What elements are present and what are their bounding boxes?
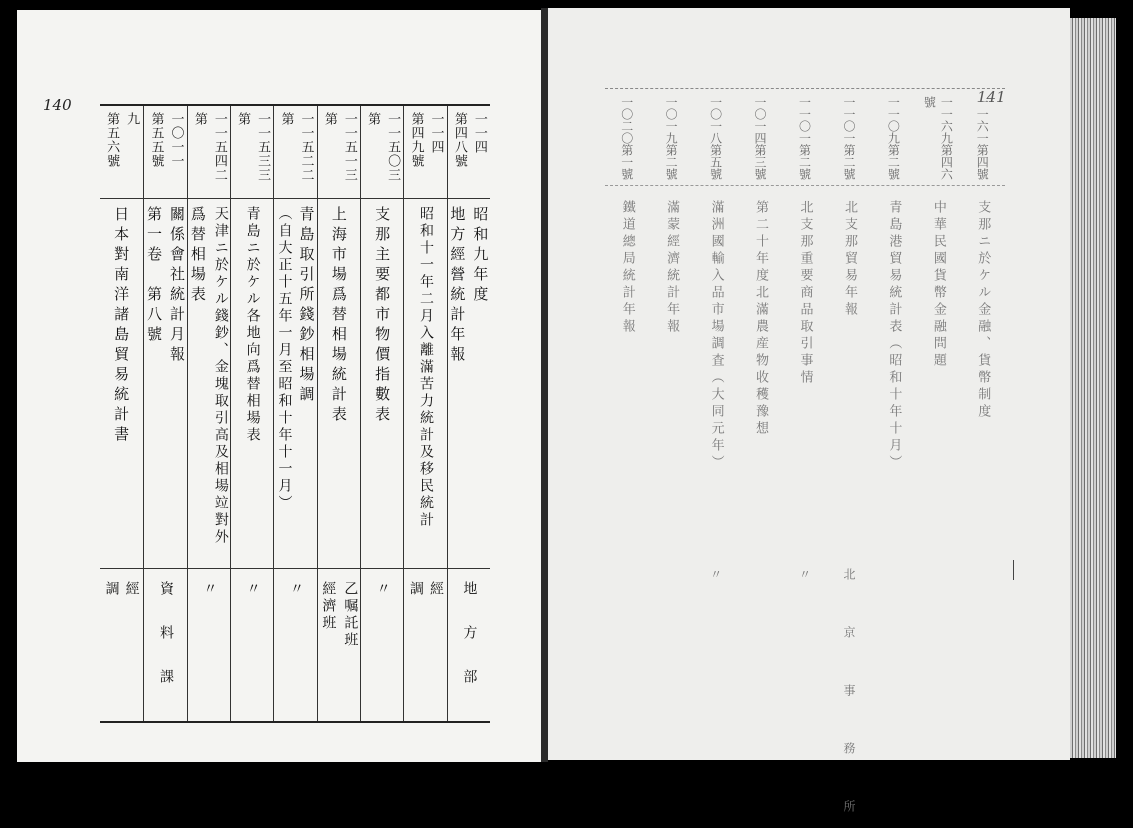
publisher	[144, 581, 187, 716]
document-title	[827, 200, 871, 319]
table-row	[783, 88, 827, 728]
document-title-line: 青島取引所錢鈔相場調	[297, 206, 316, 406]
document-number-line: 一一〇一第二號	[841, 96, 856, 180]
table-row	[143, 106, 186, 721]
document-number-line: 一一五四二	[211, 112, 227, 182]
publisher-text: 〃	[797, 568, 812, 596]
document-number	[605, 96, 649, 186]
publisher	[274, 581, 317, 716]
document-title-line: 中華民國貨幣金融問題	[930, 200, 946, 370]
document-title	[961, 200, 1005, 421]
document-title	[738, 200, 782, 438]
document-number	[961, 96, 1005, 186]
publisher-text: 地方部	[461, 581, 478, 713]
document-title	[318, 206, 361, 561]
document-number	[188, 112, 231, 194]
document-title-line: 昭和十一年二月入離滿苦力統計及移民統計	[417, 206, 434, 529]
table-row	[447, 106, 490, 721]
publisher-text: 〃	[244, 581, 261, 598]
document-number-line: 一一〇一第二號	[797, 96, 812, 180]
document-title-line: 地方經營統計年報	[448, 206, 467, 366]
publisher	[694, 568, 738, 596]
page-number-left: 140	[43, 96, 72, 114]
document-number-line: 第四八號	[451, 112, 467, 168]
document-title-line: 青島ニ於ケル各地向爲替相場表	[244, 206, 261, 444]
document-number-line: 一一五二二	[298, 112, 314, 182]
publisher	[231, 581, 274, 716]
document-number-line: 一一四	[471, 112, 487, 154]
publisher-text: 〃	[374, 581, 391, 598]
document-title	[448, 206, 491, 561]
document-title-line: （自大正十五年一月至昭和十年十一月）	[276, 206, 293, 512]
document-number	[448, 112, 491, 194]
publisher	[827, 568, 871, 828]
document-number	[738, 96, 782, 186]
document-title	[231, 206, 274, 561]
table-row	[317, 106, 360, 721]
document-number-line: 一一五三三	[255, 112, 271, 182]
document-number-line: 一一五一三	[341, 112, 357, 182]
left-document-table	[100, 104, 490, 723]
document-number	[144, 112, 187, 194]
publisher-text: 〃	[201, 581, 218, 598]
document-title	[694, 200, 738, 472]
document-title-line: 關係會社統計月報	[168, 206, 186, 366]
publisher-text: 經調	[103, 581, 140, 675]
document-number	[100, 112, 143, 194]
document-number-line: 一一〇九第二號	[886, 96, 901, 180]
document-number	[318, 112, 361, 194]
publisher	[100, 581, 143, 716]
document-number	[274, 112, 317, 194]
document-title-line: 滿蒙經濟統計年報	[664, 200, 680, 336]
document-number-line: 第	[235, 112, 251, 126]
table-row	[738, 88, 782, 728]
document-title-line: 第一卷 第八號	[145, 206, 163, 346]
document-title	[605, 200, 649, 336]
document-number-line: 一〇一九第二號	[664, 96, 679, 180]
document-title	[872, 200, 916, 472]
document-number-line: 第	[365, 112, 381, 126]
publisher-text: 北 京 事 務 所	[841, 568, 856, 828]
document-number	[649, 96, 693, 186]
document-title-line: 北支那重要商品取引事情	[797, 200, 813, 387]
document-number	[827, 96, 871, 186]
margin-mark	[1013, 560, 1014, 580]
table-row	[100, 106, 143, 721]
document-number-line: 一一五〇三	[385, 112, 401, 182]
document-number-line: 一〇二〇第一號	[619, 96, 634, 180]
document-title	[649, 200, 693, 336]
publisher-text: 乙嘱託班	[342, 581, 359, 649]
document-title-line: 昭和九年度	[471, 206, 490, 306]
table-row	[649, 88, 693, 728]
book-gutter	[541, 8, 548, 762]
document-title-line: 支那ニ於ケル金融、貨幣制度	[975, 200, 991, 421]
document-number	[404, 112, 447, 194]
document-title-line: 爲替相場表	[188, 206, 207, 306]
document-number	[231, 112, 274, 194]
document-number-line: 一〇一八第五號	[708, 96, 723, 180]
document-title-line: 鐵道總局統計年報	[619, 200, 635, 336]
document-title	[361, 206, 404, 561]
table-row	[187, 106, 230, 721]
document-number-line: 第四九號	[408, 112, 424, 168]
document-number-line: 第五五號	[148, 112, 164, 168]
table-row	[605, 88, 649, 728]
page-edges	[1070, 18, 1116, 758]
document-title-line: 青島港貿易統計表（昭和十年十月）	[886, 200, 902, 472]
table-row	[872, 88, 916, 728]
publisher	[188, 581, 231, 716]
document-number-line: 一一四	[428, 112, 444, 154]
document-title-line: 滿洲國輸入品市場調査（大同元年）	[708, 200, 724, 472]
document-number-line: 一一六九第四六號	[922, 96, 954, 180]
table-row	[230, 106, 273, 721]
document-number-line: 第	[321, 112, 337, 126]
publisher	[318, 581, 361, 716]
document-number-line: 第五六號	[104, 112, 120, 168]
document-title	[144, 206, 187, 561]
publisher-text: 經濟班	[320, 581, 337, 632]
document-number-line: 九	[124, 112, 140, 126]
document-number-line: 一〇一一	[168, 112, 184, 168]
document-title-line: 支那主要都市物價指數表	[373, 206, 392, 426]
publisher-text: 〃	[708, 568, 723, 596]
publisher	[404, 581, 447, 716]
document-title	[404, 206, 447, 561]
publisher	[783, 568, 827, 596]
document-title	[188, 206, 231, 561]
document-title-line: 天津ニ於ケル錢鈔、金塊取引高及相場竝對外	[212, 206, 229, 546]
document-title-line: 日本對南洋諸島貿易統計書	[112, 206, 131, 446]
page-number-right: 141	[977, 88, 1006, 106]
document-number	[783, 96, 827, 186]
table-row	[961, 88, 1005, 728]
document-number	[361, 112, 404, 194]
document-title	[274, 206, 317, 561]
table-row	[273, 106, 316, 721]
publisher-text: 經調	[407, 581, 444, 675]
document-number	[872, 96, 916, 186]
document-number	[694, 96, 738, 186]
document-title-line: 上海市場爲替相場統計表	[329, 206, 348, 426]
publisher	[361, 581, 404, 716]
document-title	[916, 200, 960, 370]
table-row	[827, 88, 871, 828]
right-document-table	[605, 80, 1005, 828]
table-row	[360, 106, 403, 721]
document-title-line: 北支那貿易年報	[841, 200, 857, 319]
publisher	[448, 581, 491, 716]
document-number-line: 第	[191, 112, 207, 126]
document-title	[783, 200, 827, 387]
publisher-text: 資料課	[157, 581, 174, 713]
publisher-text: 〃	[287, 581, 304, 598]
table-row	[403, 106, 446, 721]
document-title	[100, 206, 143, 561]
document-title-line: 第二十年度北滿農産物收穫豫想	[753, 200, 769, 438]
table-row	[916, 88, 960, 728]
document-number-line: 第	[278, 112, 294, 126]
document-number-line: 一一六一第四號	[975, 96, 990, 180]
document-number	[916, 96, 960, 186]
table-row	[694, 88, 738, 728]
document-number-line: 一〇一四第三號	[753, 96, 768, 180]
